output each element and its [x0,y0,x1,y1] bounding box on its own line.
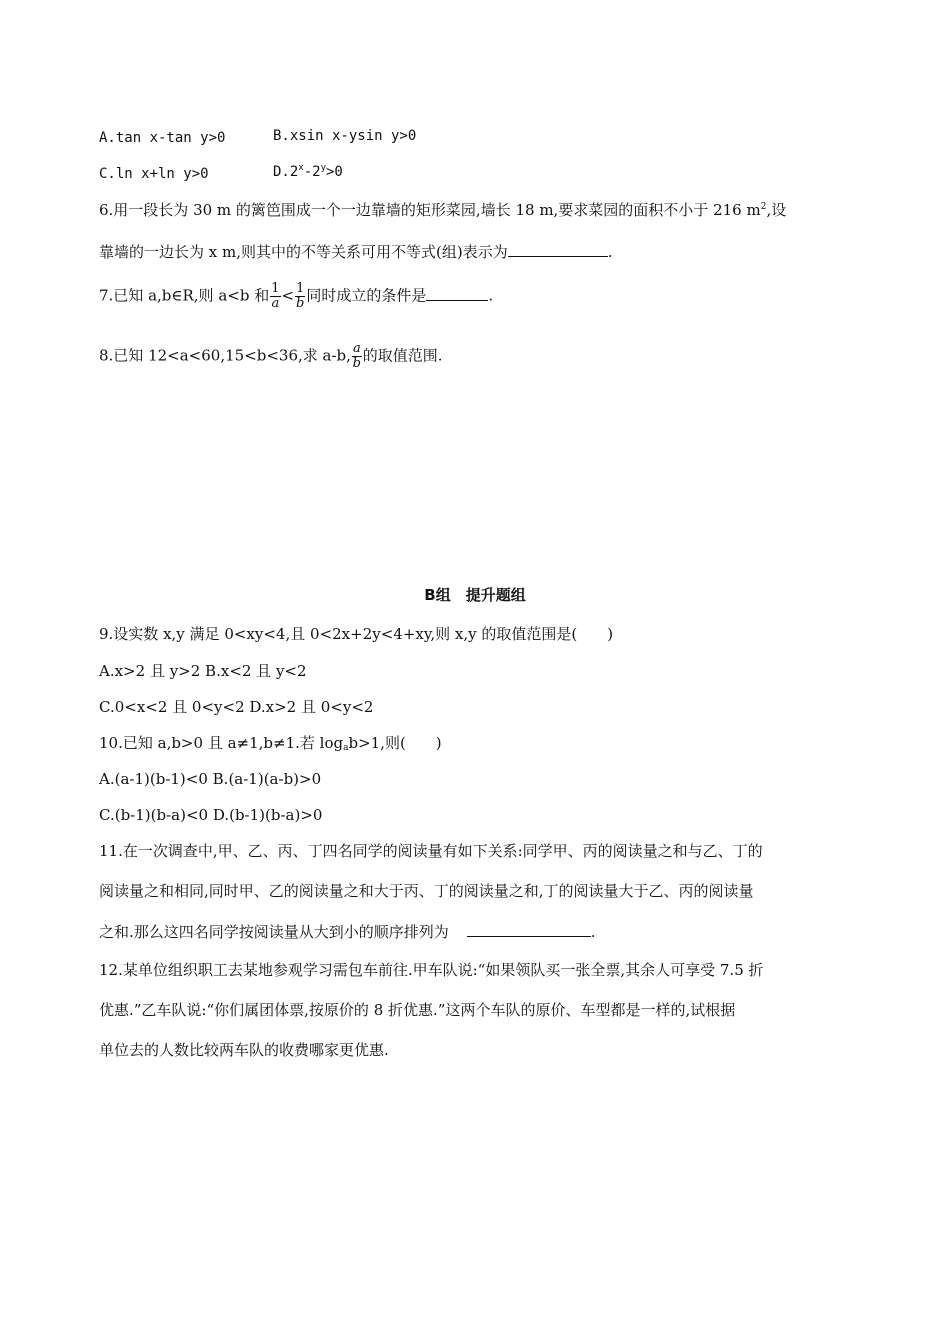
q7-frac2-num: 1 [296,281,305,296]
q10-stem-sub: a [343,743,349,753]
q11-answer-blank[interactable] [467,922,591,937]
q9-stem: 9.设实数 x,y 满足 0<xy<4,且 0<2x+2y<4+xy,则 x,y 的取值范围是( ) [99,625,614,643]
q10-options-cd: C.(b-1)(b-a)<0 D.(b-1)(b-a)>0 [99,806,323,824]
q5-option-d-suffix: >0 [326,164,343,180]
q10-stem-after: b>1,则( ) [348,734,442,752]
q7-text-after: 同时成立的条件是 [306,286,427,305]
q6-line1-text: 6.用一段长为 30 m 的篱笆围成一个一边靠墙的矩形菜园,墙长 18 m,要求菜园的面积不小于 216 m [99,201,761,219]
q7-text-before: 7.已知 a,b∈R,则 a<b 和 [99,286,270,305]
q5-option-d-exp1: x [298,163,304,173]
q11-line1: 11.在一次调查中,甲、乙、丙、丁四名同学的阅读量有如下关系:同学甲、丙的阅读量之和与乙、丁的 [99,842,763,860]
q12-line1: 12.某单位组织职工去某地参观学习需包车前往.甲车队说:“如果领队买一张全票,其余人可享受 7.5 折 [99,961,764,979]
q7-frac1-den: a [271,296,280,311]
q9-options-cd: C.0<x<2 且 0<y<2 D.x>2 且 0<y<2 [99,698,374,716]
q10-stem-before: 10.已知 a,b>0 且 a≠1,b≠1.若 log [99,734,344,752]
q12-line2: 优惠.”乙车队说:“你们属团体票,按原价的 8 折优惠.”这两个车队的原价、车型都是一样的,试根据 [99,1001,736,1019]
q10-stem [99,733,442,753]
q6-line1-tail: ,设 [766,201,787,219]
q7-frac2-den: b [296,296,305,311]
q5-option-d-mid: -2 [303,164,321,180]
q5-option-d-exp2: y [320,163,326,173]
q7-end: . [488,286,494,305]
q11-end: . [590,923,596,941]
q7-fraction-1 [270,282,280,311]
q5-option-a: A.tan x-tan y>0 [99,130,226,146]
q6-line1 [99,200,786,220]
q8-frac-num: a [352,341,361,356]
q8-frac-den: b [352,356,361,371]
q9-options-ab: A.x>2 且 y>2 B.x<2 且 y<2 [99,662,307,680]
q8-line [99,342,442,371]
q7-fraction-2 [295,282,305,311]
q8-fraction [352,342,362,371]
q6-line2-end: . [607,243,613,261]
q11-line3 [99,922,596,942]
q7-answer-blank[interactable] [426,286,488,301]
q5-option-b: B.xsin x-ysin y>0 [273,128,417,144]
q7-lt: < [281,286,295,305]
q12-line3: 单位去的人数比较两车队的收费哪家更优惠. [99,1041,389,1059]
q6-line2-text: 靠墙的一边长为 x m,则其中的不等关系可用不等式(组)表示为 [99,243,508,261]
section-heading: B组 提升题组 [424,586,526,604]
q10-options-ab: A.(a-1)(b-1)<0 B.(a-1)(a-b)>0 [99,770,322,788]
q5-option-c: C.ln x+ln y>0 [99,166,209,182]
q11-line2: 阅读量之和相同,同时甲、乙的阅读量之和大于丙、丁的阅读量之和,丁的阅读量大于乙、丙的阅读量 [99,882,754,900]
q11-line3-text: 之和.那么这四名同学按阅读量从大到小的顺序排列为 [99,923,449,941]
q5-option-d-prefix: D.2 [273,164,299,180]
q8-text-after: 的取值范围. [362,346,443,365]
q7-line [99,282,493,311]
q6-answer-blank[interactable] [508,242,608,257]
q6-line1-sup: 2 [760,202,767,212]
q6-line2 [99,242,612,262]
q5-option-d [273,164,343,180]
q7-frac1-num: 1 [271,281,280,296]
q8-text-before: 8.已知 12<a<60,15<b<36,求 a-b, [99,346,351,365]
